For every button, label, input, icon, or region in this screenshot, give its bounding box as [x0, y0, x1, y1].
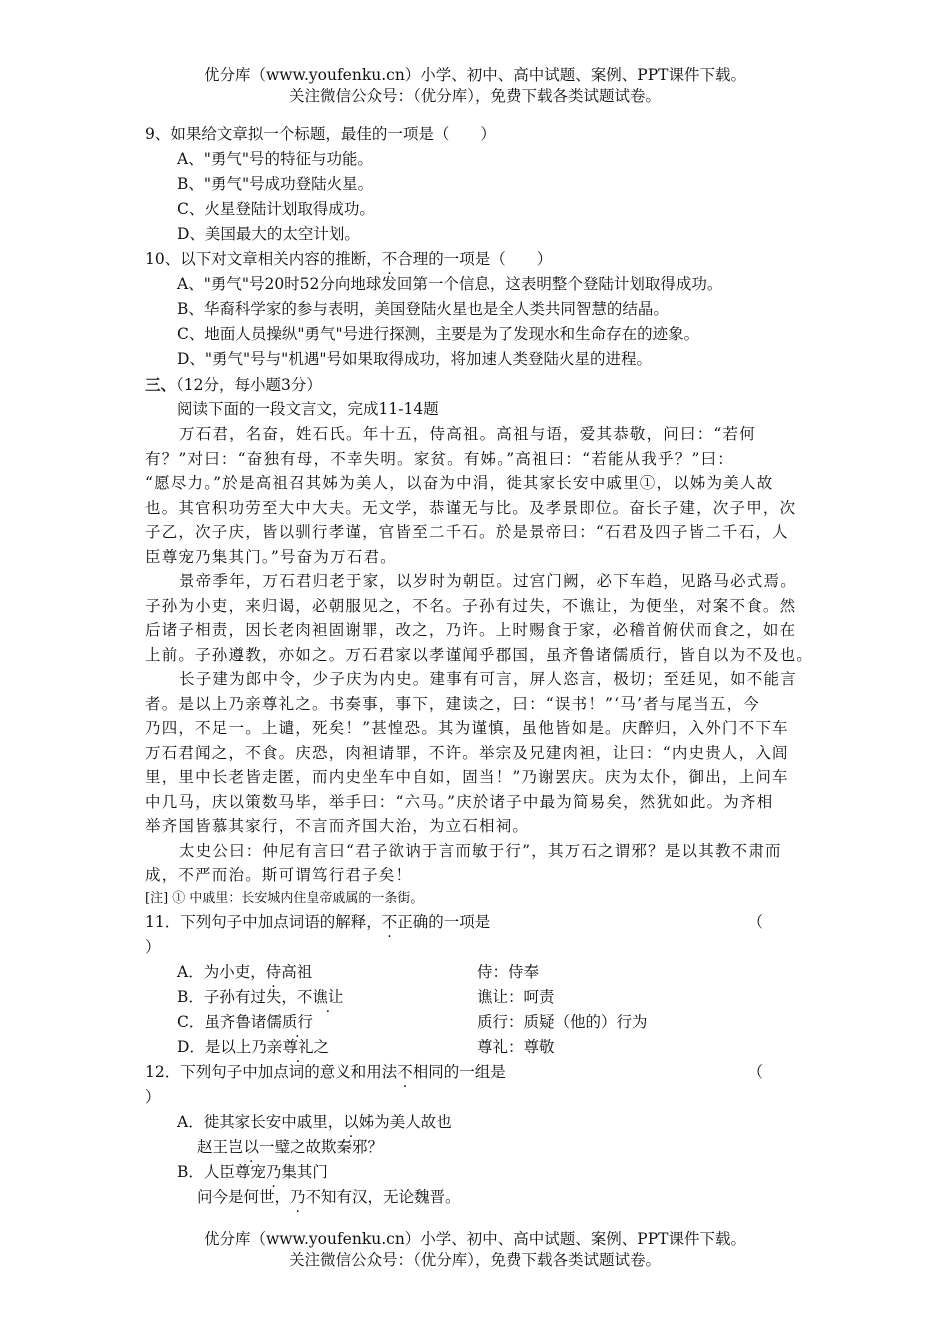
gloss: 侍：侍奉: [477, 962, 540, 981]
q12-option-a-line2: 赵王岂以一璧之故欺秦邪？: [197, 1137, 384, 1156]
passage-line: 臣尊宠乃集其门。”号奋为万石君。: [145, 547, 397, 566]
answer-paren-close: ）: [145, 937, 161, 956]
gloss: 谯让：呵责: [477, 987, 555, 1006]
gloss: 质行：质疑（他的）行为: [477, 1012, 648, 1031]
passage-line: 也。其官积功劳至大中大夫。无文学，恭谨无与比。及孝景即位。奋长子建，次子甲，次: [145, 498, 797, 517]
emphasis-dot-word: 以: [243, 1137, 260, 1156]
q9-stem: 9、如果给文章拟一个标题，最佳的一项是（ ）: [145, 125, 496, 143]
footer-line-2: 关注微信公众号：（优分库），免费下载各类试题试卷。: [288, 1251, 661, 1269]
emphasis-dot-word: 谯让: [312, 987, 344, 1006]
q12-stem: 12．下列句子中加点词的意义和用法不相同的一组是 （: [145, 1060, 813, 1085]
passage-line: 子乙，次子庆，皆以驯行孝谨，官皆至二千石。於是景帝曰：“石君及四子皆二千石，人: [145, 523, 789, 541]
q10-option-c: C、地面人员操纵"勇气"号进行探测，主要是为了发现水和生命存在的迹象。: [177, 325, 700, 343]
footnote: [注] ① 中戚里：长安城内住皇帝戚属的一条街。: [145, 890, 424, 906]
passage-line: 太史公曰：仲尼有言曰“君子欲讷于言而敏于行”，其万石之谓邪？是以其教不肃而: [179, 841, 782, 860]
passage-line: 万石君闻之，不食。庆恐，肉袒请罪，不许。举宗及兄建肉袒，让曰：“内史贵人，入闾: [145, 743, 789, 762]
passage-line: 后诸子相责，因长老肉袒固谢罪，改之，乃许。上时赐食于家，必稽首俯伏而食之，如在: [145, 621, 797, 639]
section-3-heading: 三、（12分，每小题3分）: [145, 375, 322, 394]
header-line-1: 优分库（www.youfenku.cn）小学、初中、高中试题、案例、PPT课件下载。: [203, 66, 747, 84]
emphasis-dot-word: 乃: [290, 1187, 306, 1206]
q11-stem: 11．下列句子中加点词语的解释，不正确的一项是 （: [145, 910, 813, 935]
section-3-instruction: 阅读下面的一段文言文，完成11-14题: [177, 400, 439, 418]
passage-line: 者。是以上乃亲尊礼之。书奏事，事下，建读之，曰：“误书！”‘马’者与尾当五，今: [145, 694, 761, 713]
q11-option-b: B．子孙有过失，不谯让 谯让：呵责: [145, 985, 813, 1010]
passage-line: 举齐国皆慕其家行，不言而齐国大治，为立石相祠。: [145, 817, 530, 835]
gloss: 尊礼：尊敬: [477, 1037, 555, 1056]
q11-option-a: A．为小吏，侍高祖 侍：侍奉: [145, 960, 813, 985]
q10-option-d: D、"勇气"号与"机遇"号如果取得成功，将加速人类登陆火星的进程。: [177, 350, 652, 368]
answer-paren-close: ）: [145, 1087, 161, 1106]
passage-line: 上前。子孙遵教，亦如之。万石君家以孝谨闻乎郡国，虽齐鲁诸儒质行，皆自以为不及也。: [145, 645, 814, 664]
emphasis-dot-word: 不: [381, 250, 398, 268]
emphasis-dot-word: 侍: [265, 962, 282, 981]
q10-option-b: B、华裔科学家的参与表明，美国登陆火星也是全人类共同智慧的结晶。: [177, 300, 669, 318]
passage-line: 有？”对曰：“奋独有母，不幸失明。家贫。有姊。”高祖曰：“若能从我乎？”曰：: [145, 449, 734, 468]
passage-line: 成，不严而治。斯可谓笃行君子矣！: [145, 866, 413, 884]
page-content: [145, 122, 813, 1210]
q11-option-c: C．虽齐鲁诸儒质行 质行：质疑（他的）行为: [145, 1010, 813, 1035]
q10-stem: 10、以下对文章相关内容的推断，不合理的一项是（ ）: [145, 250, 553, 268]
passage-line: 子孙为小吏，来归谒，必朝服见之，不名。子孙有过失，不谯让，为便坐，对案不食。然: [145, 596, 797, 615]
emphasis-dot-word: 质行: [281, 1012, 313, 1031]
passage-line: 乃四，不足一。上谴，死矣！”甚惶恐。其为谨慎，虽他皆如是。庆醉归，入外门不下车: [145, 719, 789, 737]
passage-line: 景帝季年，万石君归老于家，以岁时为朝臣。过宫门阙，必下车趋，见路马必式焉。: [179, 572, 797, 590]
passage-line: 长子建为郎中令，少子庆为内史。建事有可言，屏人恣言，极切；至廷见，如不能言: [179, 670, 797, 688]
footer-line-1: 优分库（www.youfenku.cn）小学、初中、高中试题、案例、PPT课件下载。: [203, 1230, 747, 1248]
answer-paren-open: （: [747, 1062, 763, 1081]
q11-option-d: D．是以上乃亲尊礼之 尊礼：尊敬: [145, 1035, 813, 1060]
q12-option-b-line1: B．人臣尊宠乃集其门: [177, 1162, 328, 1181]
page-header: [0, 65, 950, 107]
page-footer: [0, 1229, 950, 1271]
q10-option-a: A、"勇气"号20时52分向地球发回第一个信息，这表明整个登陆计划取得成功。: [177, 275, 723, 293]
q9-option-c: C、火星登陆计划取得成功。: [177, 200, 375, 218]
emphasis-dot-word: 以: [343, 1112, 359, 1131]
q9-option-b: B、"勇气"号成功登陆火星。: [177, 175, 374, 193]
header-line-2: 关注微信公众号：（优分库），免费下载各类试题试卷。: [288, 87, 661, 105]
passage-line: 万石君，名奋，姓石氏。年十五，侍高祖。高祖与语，爱其恭敬，问曰：“若何: [179, 425, 756, 443]
q12-option-a-line1: A．徙其家长安中戚里，以姊为美人故也: [177, 1112, 452, 1131]
q9-option-d: D、美国最大的太空计划。: [177, 225, 360, 243]
emphasis-dot-word: 乃: [265, 1162, 282, 1181]
passage-line: 里，里中长老皆走匿，而内史坐车中自如，固当！”乃谢罢庆。庆为太仆，御出，上问车: [145, 768, 789, 786]
emphasis-dot-word: 不: [397, 1062, 413, 1081]
q9-option-a: A、"勇气"号的特征与功能。: [177, 150, 373, 168]
q12-option-b-line2: 问今是何世，乃不知有汉，无论魏晋。: [197, 1187, 461, 1206]
emphasis-dot-word: 尊礼: [282, 1037, 314, 1056]
emphasis-dot-word: 不: [381, 912, 398, 931]
answer-paren-open: （: [747, 912, 763, 931]
passage-line: “愿尽力。”於是高祖召其姊为美人，以奋为中涓，徙其家长安中戚里①，以姊为美人故: [145, 474, 774, 492]
passage-line: 中几马，庆以策数马毕，举手曰：“六马。”庆於诸子中最为简易矣，然犹如此。为齐相: [145, 792, 774, 811]
